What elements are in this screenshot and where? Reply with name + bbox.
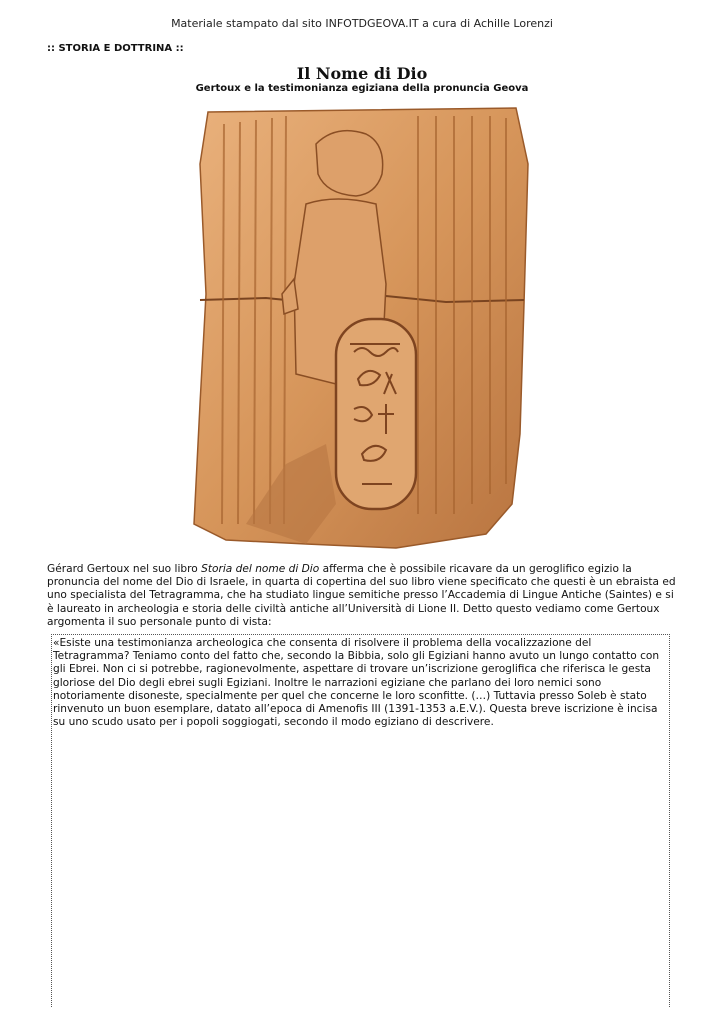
book-title: Storia del nome di Dio bbox=[201, 563, 320, 575]
intro-text-start: Gérard Gertoux nel suo libro bbox=[47, 563, 202, 575]
intro-paragraph bbox=[47, 563, 679, 629]
soleb-relief-image bbox=[186, 104, 532, 552]
intro-text-end: afferma che è possibile ricavare da un geroglifico egizio la pronuncia del nome del Dio di Israele, in quarta di copertina del suo libro viene specificato che questi è un ebraista ed uno specialista del Tetragramma, che ha studiato lingue semitiche presso l’Accademia di Lingue Antiche (Saintes) e si è laureato in archeologia e storia delle civiltà antiche all’Università di Lione II. Detto questo vediamo come Gertoux argomenta il suo personale punto di vista: bbox=[47, 563, 676, 628]
section-label: :: STORIA E DOTTRINA :: bbox=[47, 43, 184, 54]
print-source-line: Materiale stampato dal sito INFOTDGEOVA.IT a cura di Achille Lorenzi bbox=[171, 17, 553, 30]
quote-box bbox=[51, 634, 670, 1007]
article-title: Il Nome di Dio bbox=[296, 64, 428, 83]
cartouche bbox=[336, 319, 416, 509]
relief-drawing bbox=[186, 104, 532, 552]
article-subtitle: Gertoux e la testimonianza egiziana della pronuncia Geova bbox=[195, 83, 529, 94]
gertoux-quote: «Esiste una testimonianza archeologica che consenta di risolvere il problema della vocalizzazione del Tetragramma? Teniamo conto del fatto che, secondo la Bibbia, solo gli Egiziani hanno avuto un lungo contatto con gli Ebrei. Non ci si potrebbe, ragionevolmente, aspettare di trovare un’iscrizione geroglifica che riferisca le gesta gloriose del Dio degli ebrei sugli Egiziani. Inoltre le narrazioni egiziane che parlano dei loro nemici sono notoriamente disoneste, specialmente per quel che concerne le loro sconfitte. (…) Tuttavia presso Soleb è stato rinvenuto un buon esemplare, datato all’epoca di Amenofis III (1391-1353 a.E.V.). Questa breve iscrizione è incisa su uno scudo usato per i popoli soggiogati, secondo il modo egiziano di descrivere. bbox=[53, 637, 660, 729]
